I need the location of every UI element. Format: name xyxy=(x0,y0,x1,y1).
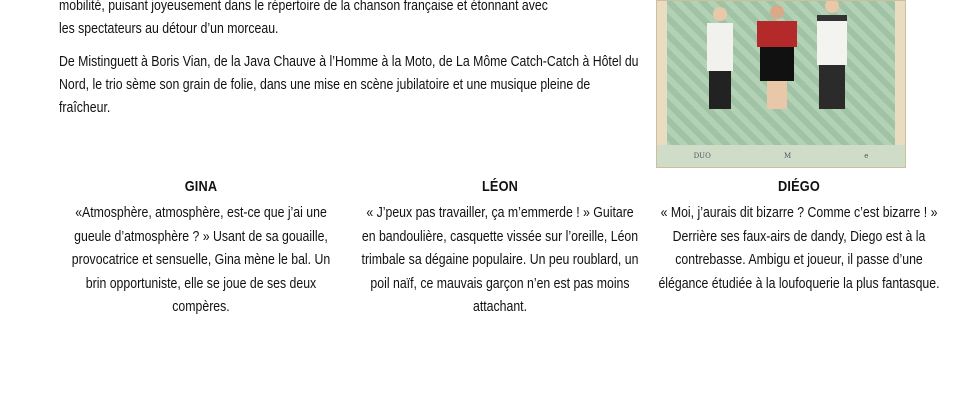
poster-figure-right xyxy=(817,0,847,109)
show-poster-image xyxy=(656,0,906,168)
character-name: GINA xyxy=(184,178,218,195)
character-columns xyxy=(60,176,940,319)
character-gina xyxy=(60,176,342,319)
intro-paragraph-2: De Mistinguett à Boris Vian, de la Java Chauve à l’Homme à la Moto, de La Môme Catch-Catch à Hôtel du Nord, le trio sème son grain de folie, dans une mise en scène jubilatoire et une musique pleine de fraîcheur. xyxy=(59,53,639,116)
poster-logo-3: e xyxy=(864,152,869,160)
poster-logo-1: DUO xyxy=(693,152,711,160)
poster-logo-2: M xyxy=(783,152,792,160)
character-description: «Atmosphère, atmosphère, est-ce que j’ai une gueule d’atmosphère ? » Usant de sa gouaille, provocatrice et sensuelle, Gina mène le bal. Un brin opportuniste, elle se joue de ses deux compères. xyxy=(71,204,331,315)
character-diego xyxy=(658,176,940,319)
character-leon xyxy=(359,176,641,319)
character-description: « J’peux pas travailler, ça m’emmerde ! » Guitare en bandoulière, casquette vissée sur l’oreille, Léon trimbale sa dégaine populaire. Un peu roublard, un poil naïf, ce mauvais garçon n’en est pas moins attachant. xyxy=(361,204,639,315)
character-name: LÉON xyxy=(481,178,519,195)
poster-logos xyxy=(657,145,905,167)
poster-background xyxy=(667,1,895,157)
poster-figure-center xyxy=(757,5,797,109)
intro-line-cut: mobilité, puisant joyeusement dans le répertoire de la chanson française et étonnant avec xyxy=(59,0,548,14)
character-description: « Moi, j’aurais dit bizarre ? Comme c’est bizarre ! » Derrière ses faux-airs de dandy, Diego est à la contrebasse. Ambigu et joueur, il passe d’une élégance étudiée à la loufoquerie la plus fantasque. xyxy=(658,204,940,292)
intro-line-end: les spectateurs au détour d’un morceau. xyxy=(59,20,279,37)
character-name: DIÉGO xyxy=(778,178,820,195)
intro-text xyxy=(59,0,644,129)
poster-figure-left xyxy=(707,7,733,109)
intro-paragraph-1 xyxy=(59,0,644,40)
